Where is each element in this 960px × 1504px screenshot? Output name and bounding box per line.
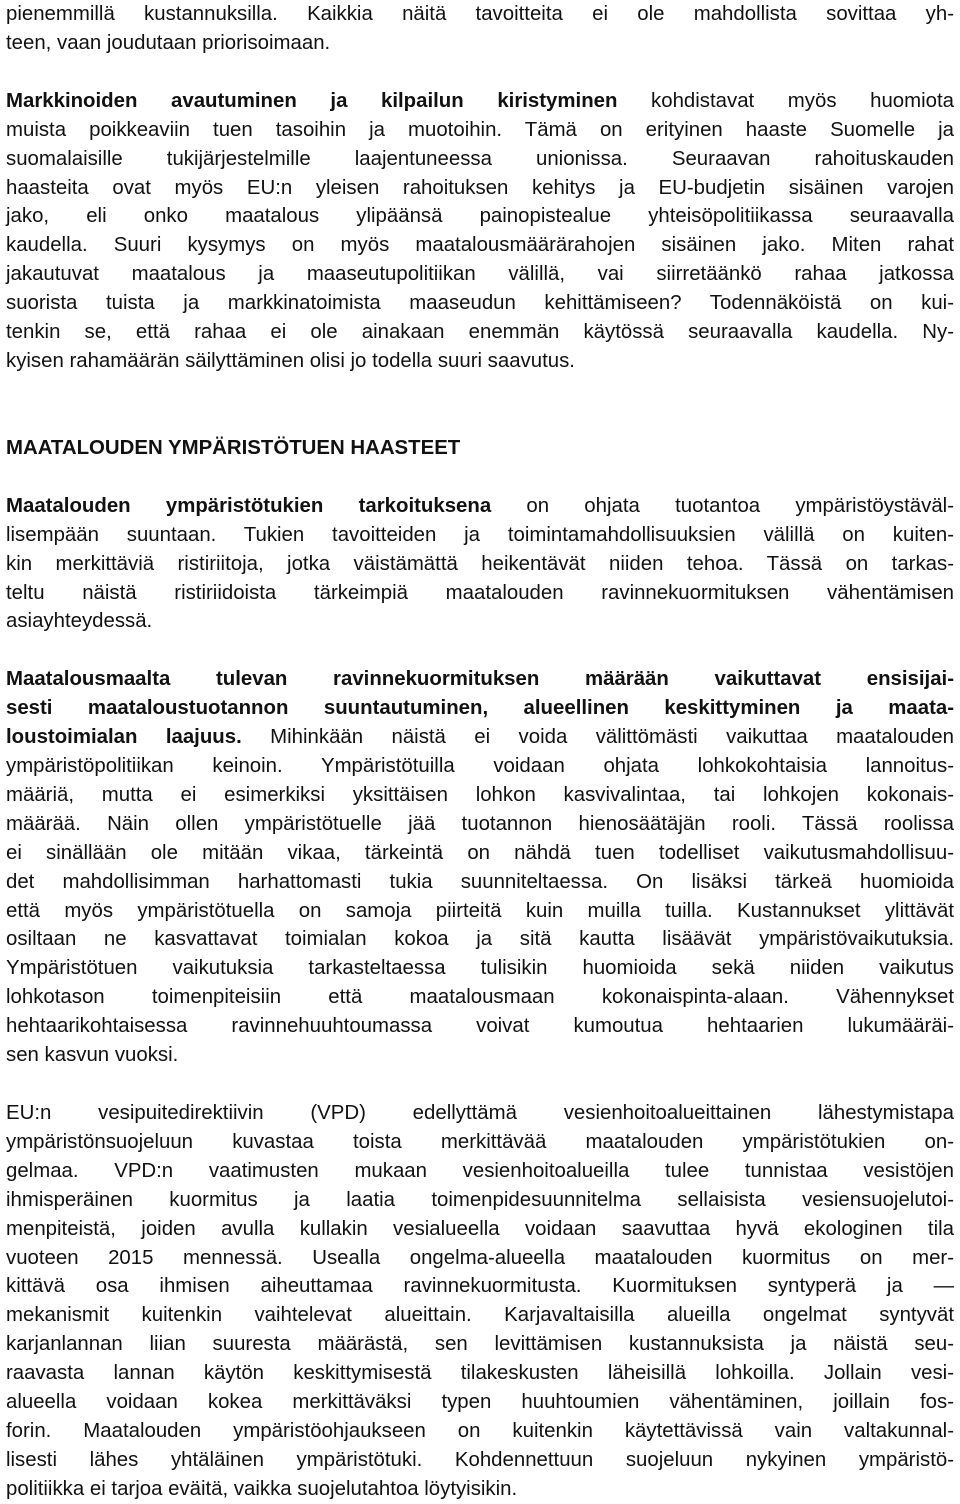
text-line: hehtaarikohtaisessa ravinnehuuhtoumassa voivat kumoutua hehtaarien lukumääräi-: [6, 1015, 954, 1038]
text-line: lisesti lähes yhtäläinen ympäristötuki. Kohdennettuun suojeluun nykyinen ympäristö-: [6, 1448, 954, 1471]
document-page: [6, 0, 954, 1504]
text-line: muista poikkeaviin tuen tasoihin ja muotoihin. Tämä on erityinen haaste Suomelle ja: [6, 118, 954, 141]
text-line: vuoteen 2015 mennessä. Usealla ongelma-alueella maatalouden kuormitus on mer-: [6, 1246, 954, 1269]
text-line: asiayhteydessä.: [6, 610, 153, 633]
text-line: lohkotason toimenpiteisiin että maatalousmaan kokonaispinta-alaan. Vähennykset: [6, 986, 954, 1009]
text-line: alueella voidaan kokea merkittäväksi typen huuhtoumien vähentäminen, joillain fos-: [6, 1391, 954, 1414]
bold-lead-text: loustoimialan laajuus.: [6, 726, 242, 749]
text-line: karjanlannan liian suuresta määrästä, sen levittämisen kustannuksista ja näistä seu-: [6, 1333, 954, 1356]
text-run: on ohjata tuotantoa ympäristöystäväl-: [491, 494, 954, 517]
text-line: mekanismit kuitenkin vaihtelevat alueittain. Karjavaltaisilla alueilla ongelmat syntyvät: [6, 1304, 954, 1327]
paragraph-env-support-purpose: [6, 492, 954, 637]
section-spacer: [6, 376, 954, 434]
text-line: ympäristöpolitiikan keinoin. Ympäristötuilla voidaan ohjata lohkokohtaisia lannoitus-: [6, 755, 954, 778]
text-line: politiikka ei tarjoa eväitä, vaikka suojelutahtoa löytyisikin.: [6, 1477, 518, 1500]
text-line: osiltaan ne kasvattavat toimialan kokoa ja sitä kautta lisäävät ympäristövaikutuksia.: [6, 928, 954, 951]
text-line: ihmisperäinen kuormitus ja laatia toimenpidesuunnitelma sellaisista vesiensuojelutoi-: [6, 1188, 954, 1211]
text-line: [6, 492, 954, 521]
text-line: että myös ympäristötuella on samoja piirteitä kuin muilla tuilla. Kustannukset ylittävät: [6, 899, 954, 922]
text-line: det mahdollisimman harhattomasti tukia suunniteltaessa. On lisäksi tärkeä huomioida: [6, 870, 954, 893]
text-line: suomalaisille tukijärjestelmille laajentuneessa unionissa. Seuraavan rahoituskauden: [6, 147, 954, 170]
text-line: gelmaa. VPD:n vaatimusten mukaan vesienhoitoalueilla tulee tunnistaa vesistöjen: [6, 1159, 954, 1182]
text-line: [6, 87, 954, 116]
paragraph-nutrient-load: [6, 665, 954, 1070]
paragraph-spacer: [6, 463, 954, 492]
text-line: määriä, mutta ei esimerkiksi yksittäisen lohkon kasvivalintaa, tai lohkojen kokonais-: [6, 783, 954, 806]
bold-text-line: Maatalousmaalta tulevan ravinnekuormituksen määrään vaikuttavat ensisijai-: [6, 668, 954, 691]
text-line: sen kasvun vuoksi.: [6, 1044, 179, 1067]
text-line: raavasta lannan käytön keskittymisestä tilakeskusten läheisillä lohkoilla. Jollain vesi-: [6, 1362, 954, 1385]
bold-lead-text: Maatalouden ympäristötukien tarkoituksena: [6, 494, 492, 517]
text-line: tenkin se, että rahaa ei ole ainakaan enemmän käytössä seuraavalla kaudella. Ny-: [6, 321, 954, 344]
text-line: forin. Maatalouden ympäristöohjaukseen on kuitenkin käytettävissä vain valtakunnal-: [6, 1419, 954, 1442]
bold-lead-text: Markkinoiden avautuminen ja kilpailun kiristyminen: [6, 89, 618, 112]
section-heading: MAATALOUDEN YMPÄRISTÖTUEN HAASTEET: [6, 436, 461, 459]
text-line: pienemmillä kustannuksilla. Kaikkia näitä tavoitteita ei ole mahdollista sovittaa yh-: [6, 3, 954, 25]
bold-text-line: sesti maataloustuotannon suuntautuminen, alueellinen keskittyminen ja maata-: [6, 697, 954, 720]
paragraph-spacer: [6, 1070, 954, 1099]
text-line: menpiteistä, joiden avulla kullakin vesialueella voidaan saavuttaa hyvä ekologinen tila: [6, 1217, 954, 1240]
text-line: kittävä osa ihmisen aiheuttamaa ravinnekuormitusta. Kuormituksen syntyperä ja —: [6, 1275, 954, 1298]
text-line: teen, vaan joudutaan priorisoimaan.: [6, 31, 331, 54]
text-line: Ympäristötuen vaikutuksia tarkasteltaessa tulisikin huomioida sekä niiden vaikutus: [6, 957, 954, 980]
paragraph-market-opening: [6, 87, 954, 376]
text-line: jakautuvat maatalous ja maaseutupolitiikan välillä, vai siirretäänkö rahaa jatkossa: [6, 263, 954, 286]
text-line: jako, eli onko maatalous ylipäänsä painopistealue yhteisöpolitiikassa seuraavalla: [6, 205, 954, 228]
text-line: määrää. Näin ollen ympäristötuelle jää tuotannon hienosäätäjän rooli. Tässä roolissa: [6, 812, 954, 835]
text-line: haasteita ovat myös EU:n yleisen rahoituksen kehitys ja EU-budjetin sisäinen varojen: [6, 176, 954, 199]
text-line: lisempään suuntaan. Tukien tavoitteiden ja toimintamahdollisuuksien välillä on kuiten-: [6, 523, 954, 546]
text-run: Mihinkään näistä ei voida välittömästi vaikuttaa maatalouden: [241, 726, 954, 749]
text-line: suorista tuista ja markkinatoimista maaseudun kehittämiseen? Todennäköistä on kui-: [6, 292, 954, 315]
paragraph-intro-continuation: [6, 0, 954, 58]
text-line: [6, 723, 954, 752]
text-line: kyisen rahamäärän säilyttäminen olisi jo todella suuri saavutus.: [6, 349, 575, 372]
text-line: teltu näistä ristiriidoista tärkeimpiä maatalouden ravinnekuormituksen vähentämisen: [6, 581, 954, 604]
paragraph-water-framework-directive: [6, 1099, 954, 1504]
text-line: kaudella. Suuri kysymys on myös maatalousmäärärahojen sisäinen jako. Miten rahat: [6, 234, 954, 257]
paragraph-spacer: [6, 636, 954, 665]
text-line: kin merkittäviä ristiriitoja, jotka väistämättä heikentävät niiden tehoa. Tässä on tarkas-: [6, 552, 954, 575]
text-line: ei sinällään ole mitään vikaa, tärkeintä on nähdä tuen todelliset vaikutusmahdollisuu-: [6, 841, 954, 864]
text-run: kohdistavat myös huomiota: [617, 89, 955, 112]
text-line: ympäristönsuojeluun kuvastaa toista merkittävää maatalouden ympäristötukien on-: [6, 1130, 954, 1153]
paragraph-spacer: [6, 58, 954, 87]
text-line: EU:n vesipuitedirektiivin (VPD) edellyttämä vesienhoitoalueittainen lähestymistapa: [6, 1102, 954, 1124]
